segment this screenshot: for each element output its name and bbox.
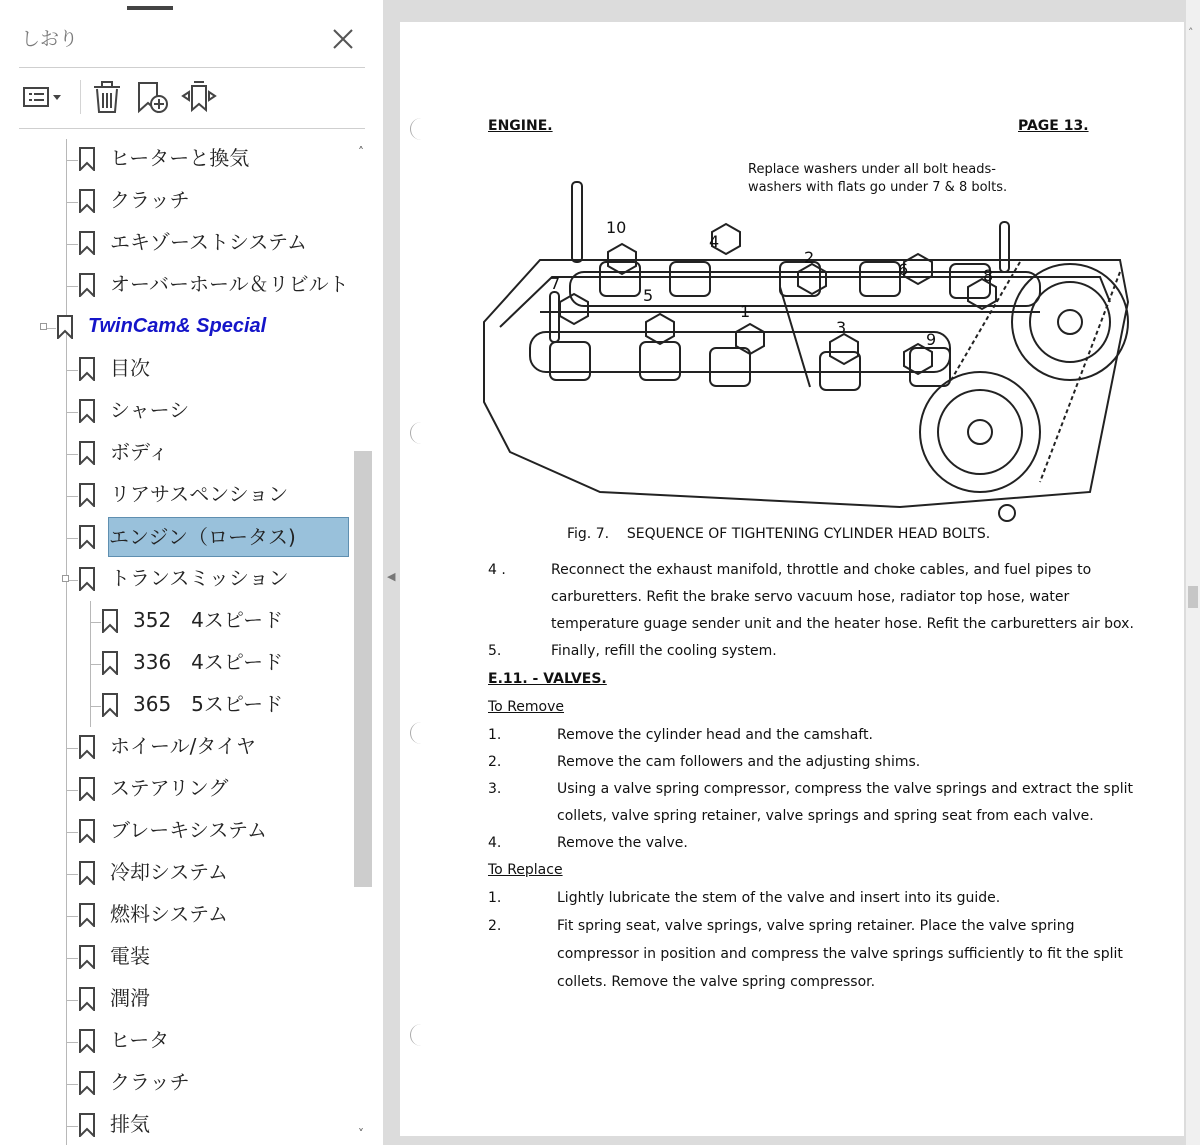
step-number: 4 . — [488, 562, 506, 578]
bookmark-icon — [78, 147, 96, 171]
bookmark-item[interactable] — [0, 979, 352, 1019]
step-text: Lightly lubricate the stem of the valve and insert into its guide. — [557, 890, 1001, 906]
bookmark-icon — [78, 567, 96, 591]
bookmark-icon — [78, 273, 96, 297]
tree-line — [66, 1042, 78, 1043]
bookmark-icon — [78, 231, 96, 255]
binder-hole — [410, 722, 422, 744]
scroll-thumb[interactable] — [1188, 586, 1198, 608]
step-text: carburetters. Refit the brake servo vacuum hose, radiator top hose, water — [551, 589, 1070, 605]
collapse-toggle-icon[interactable] — [62, 575, 69, 582]
tree-line — [66, 685, 67, 727]
bookmark-icon — [101, 609, 119, 633]
bookmark-icon — [78, 1113, 96, 1137]
cylinder-head-illustration — [480, 152, 1140, 522]
bolt-number: 6 — [898, 260, 909, 279]
figure-caption: Fig. 7. SEQUENCE OF TIGHTENING CYLINDER HEAD BOLTS. — [567, 526, 991, 542]
close-icon — [328, 24, 358, 54]
new-bookmark-button[interactable] — [134, 78, 172, 116]
step-number: 3. — [488, 781, 502, 797]
binder-hole — [410, 118, 422, 140]
scroll-down-icon[interactable]: ˅ — [358, 1127, 364, 1141]
tree-line — [66, 412, 78, 413]
bookmark-item[interactable] — [0, 349, 352, 389]
bookmark-label: リアサスペンション — [110, 482, 289, 506]
scroll-thumb[interactable] — [354, 451, 372, 887]
step-text: Fit spring seat, valve springs, valve spring retainer. Place the valve spring — [557, 918, 1075, 934]
bookmark-item[interactable] — [0, 937, 352, 977]
tree-line — [66, 601, 67, 643]
tree-line — [66, 1084, 78, 1085]
bookmark-label: 365 5スピード — [133, 692, 284, 716]
options-menu-button[interactable] — [20, 78, 66, 116]
step-number: 5. — [488, 643, 502, 659]
bookmark-item[interactable] — [0, 307, 352, 347]
bookmark-label: オーバーホール＆リビルト — [110, 272, 349, 296]
bolt-number: 2 — [804, 248, 815, 267]
bookmark-icon — [78, 735, 96, 759]
bookmark-label: シャーシ — [110, 398, 190, 422]
tree-line — [66, 1000, 78, 1001]
expand-bookmark-button[interactable] — [180, 78, 218, 116]
tree-line — [90, 664, 101, 665]
bookmark-icon — [78, 357, 96, 381]
document-scrollbar[interactable] — [1186, 0, 1200, 1145]
tree-line — [66, 538, 78, 539]
bookmark-item[interactable] — [0, 391, 352, 431]
bookmark-tree — [0, 139, 352, 1145]
bookmark-item[interactable] — [0, 1063, 352, 1103]
bookmark-icon — [78, 819, 96, 843]
bookmark-item[interactable] — [0, 265, 352, 305]
bookmark-item[interactable] — [0, 685, 352, 725]
tree-line — [66, 643, 67, 685]
tree-line — [66, 916, 78, 917]
bookmark-label: クラッチ — [110, 188, 190, 212]
bookmark-label: TwinCam& Special — [88, 315, 267, 337]
tree-line — [66, 1105, 67, 1145]
bookmark-label: 336 4スピード — [133, 650, 284, 674]
bookmark-item[interactable] — [0, 643, 352, 683]
scroll-up-icon[interactable]: ˄ — [358, 145, 364, 159]
bookmark-label: エキゾーストシステム — [110, 230, 307, 254]
options-menu-icon — [20, 78, 66, 116]
bookmark-label: トランスミッション — [110, 566, 289, 590]
tree-line — [90, 706, 101, 707]
bookmark-item[interactable] — [0, 139, 352, 179]
tree-line — [66, 202, 78, 203]
tree-line — [66, 286, 78, 287]
panel-title: しおり — [21, 28, 79, 50]
tree-line — [66, 1126, 78, 1127]
bolt-number: 3 — [836, 318, 847, 337]
bookmark-item[interactable] — [0, 601, 352, 641]
figure-note-line1: Replace washers under all bolt heads- — [748, 162, 996, 177]
bookmarks-scrollbar[interactable] — [352, 139, 374, 1145]
tree-line — [66, 874, 78, 875]
bookmark-label: ブレーキシステム — [110, 818, 267, 842]
section-title: E.11. - VALVES. — [488, 671, 607, 687]
step-text: temperature guage sender unit and the heater hose. Refit the carburetters air box. — [551, 616, 1134, 632]
tree-line — [66, 790, 78, 791]
bookmark-item[interactable] — [0, 1105, 352, 1145]
step-text: collets, valve spring retainer, valve springs and spring seat from each valve. — [557, 808, 1094, 824]
new-bookmark-icon — [134, 78, 172, 116]
bookmark-item[interactable] — [0, 223, 352, 263]
step-number: 2. — [488, 754, 502, 770]
bookmark-icon — [78, 1071, 96, 1095]
bookmark-icon — [78, 441, 96, 465]
step-number: 1. — [488, 890, 502, 906]
bookmark-icon — [101, 651, 119, 675]
bookmarks-panel — [0, 0, 383, 1145]
tree-line — [66, 496, 78, 497]
bolt-number: 7 — [550, 274, 561, 293]
bookmark-icon — [78, 987, 96, 1011]
bookmark-label: ホイール/タイヤ — [110, 734, 256, 758]
subsection-title: To Remove — [488, 699, 565, 715]
bookmark-item[interactable] — [0, 181, 352, 221]
bookmark-label: ステアリング — [110, 776, 229, 800]
bookmark-item[interactable] — [0, 895, 352, 935]
bookmark-icon — [78, 1029, 96, 1053]
figure-note-line2: washers with flats go under 7 & 8 bolts. — [748, 180, 1008, 195]
expand-bookmark-icon — [180, 78, 218, 116]
bookmark-icon — [78, 189, 96, 213]
bookmark-label: 目次 — [110, 356, 150, 380]
bookmark-item[interactable] — [0, 433, 352, 473]
bolt-number: 10 — [606, 218, 627, 237]
tree-line — [66, 958, 78, 959]
bookmark-label: 電装 — [110, 944, 150, 968]
bookmark-label: ボディ — [110, 440, 169, 464]
step-text: Remove the cam followers and the adjusting shims. — [557, 754, 921, 770]
step-number: 4. — [488, 835, 502, 851]
toolbar-separator — [80, 80, 81, 114]
bookmark-label: クラッチ — [110, 1070, 190, 1094]
page-header-left: ENGINE. — [488, 118, 553, 134]
step-text: Reconnect the exhaust manifold, throttle and choke cables, and fuel pipes to — [551, 562, 1092, 578]
bookmark-icon — [78, 483, 96, 507]
page-header-right: PAGE 13. — [1018, 118, 1089, 134]
bolt-number: 9 — [926, 330, 937, 349]
bookmark-icon — [78, 777, 96, 801]
bookmark-item[interactable] — [0, 475, 352, 515]
bolt-number: 1 — [740, 302, 751, 321]
step-text: Remove the valve. — [557, 835, 688, 851]
step-number: 1. — [488, 727, 502, 743]
bookmark-label: 冷却システム — [110, 860, 228, 884]
collapse-panel-icon[interactable]: ◀ — [387, 570, 396, 583]
bolt-number: 8 — [983, 266, 994, 285]
step-number: 2. — [488, 918, 502, 934]
tree-line — [66, 370, 78, 371]
bookmark-icon — [78, 525, 96, 549]
bookmark-item[interactable] — [0, 853, 352, 893]
bookmark-item[interactable] — [0, 1021, 352, 1061]
scroll-up-icon[interactable]: ˄ — [1188, 26, 1194, 39]
bookmark-item[interactable] — [0, 559, 352, 599]
delete-bookmark-icon — [90, 78, 124, 116]
step-text: Finally, refill the cooling system. — [551, 643, 777, 659]
step-text: Remove the cylinder head and the camshaft. — [557, 727, 873, 743]
bolt-number: 5 — [643, 286, 654, 305]
bookmark-icon — [78, 399, 96, 423]
bookmark-icon — [101, 693, 119, 717]
subsection-title: To Replace — [488, 862, 563, 878]
bookmark-label: 352 4スピード — [133, 608, 284, 632]
bookmark-icon — [78, 861, 96, 885]
bolt-number: 4 — [709, 232, 720, 251]
tree-line — [66, 160, 78, 161]
bookmark-label: 燃料システム — [110, 902, 228, 926]
bookmark-item[interactable] — [0, 769, 352, 809]
bookmark-label: エンジン（ロータス) — [108, 517, 349, 557]
tree-line — [66, 454, 78, 455]
step-text: Using a valve spring compressor, compress the valve springs and extract the split — [557, 781, 1133, 797]
binder-hole — [410, 422, 422, 444]
step-text: compressor in position and compress the valve springs sufficiently to fit the split — [557, 946, 1123, 962]
bookmark-label: 排気 — [110, 1112, 150, 1136]
bookmark-label: 潤滑 — [110, 986, 150, 1010]
bookmark-icon — [78, 903, 96, 927]
step-text: collets. Remove the valve spring compressor. — [557, 974, 876, 990]
close-panel-button[interactable] — [328, 24, 358, 54]
bookmark-item[interactable] — [0, 517, 352, 557]
delete-bookmark-button[interactable] — [90, 78, 124, 116]
tree-line — [90, 622, 101, 623]
bookmark-label: ヒーターと換気 — [110, 146, 250, 170]
divider — [19, 128, 365, 129]
bookmark-icon — [56, 315, 74, 339]
tree-line — [66, 748, 78, 749]
bookmark-icon — [78, 945, 96, 969]
bookmark-item[interactable] — [0, 727, 352, 767]
tree-line — [66, 244, 78, 245]
panel-splitter[interactable] — [383, 0, 400, 1145]
document-page — [400, 22, 1184, 1136]
panel-tab-indicator — [127, 6, 173, 10]
binder-hole — [410, 1024, 422, 1046]
divider — [19, 67, 365, 68]
tree-line — [66, 832, 78, 833]
collapse-toggle-icon[interactable] — [40, 323, 47, 330]
bookmark-item[interactable] — [0, 811, 352, 851]
bookmark-label: ヒータ — [110, 1028, 170, 1052]
